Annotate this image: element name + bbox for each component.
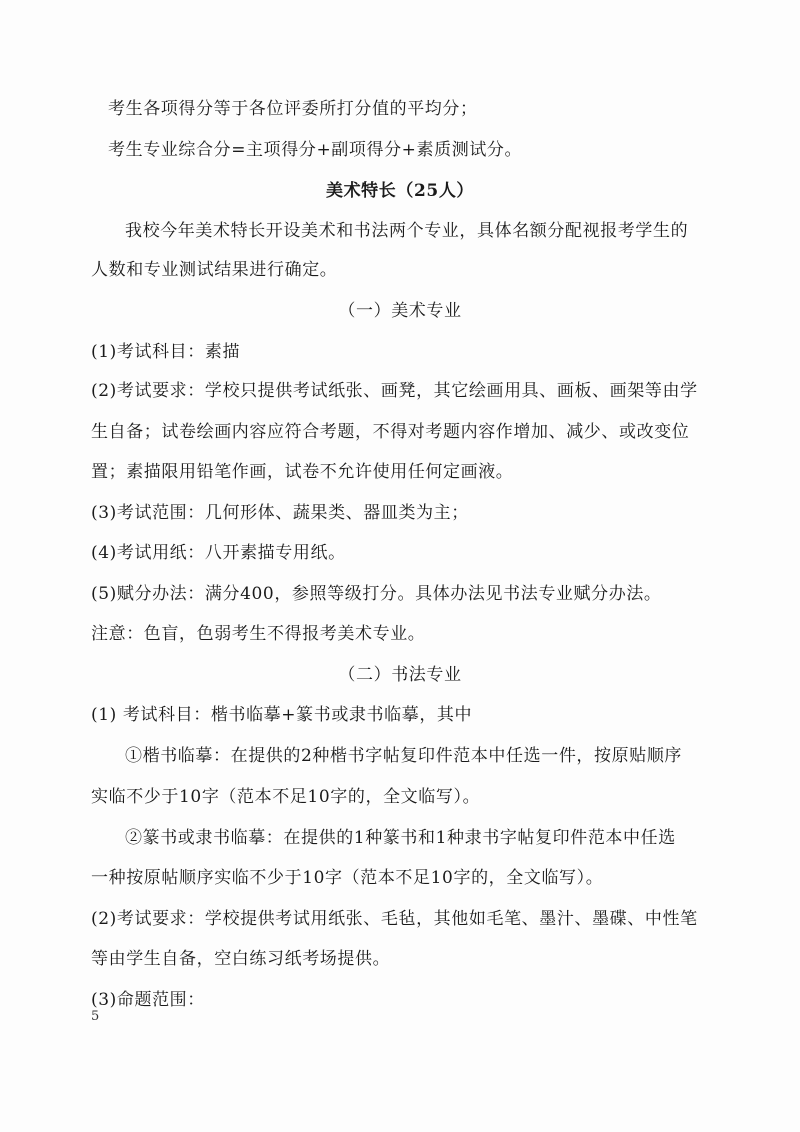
text-line: 考生各项得分等于各位评委所打分值的平均分； bbox=[108, 99, 478, 119]
text-line: (2)考试要求：学校提供考试用纸张、毛毡，其他如毛笔、墨汁、墨碟、中性笔 bbox=[91, 909, 698, 929]
text-line: 人数和专业测试结果进行确定。 bbox=[91, 260, 338, 280]
text-line: (2)考试要求：学校只提供考试纸张、画凳，其它绘画用具、画板、画架等由学 bbox=[91, 381, 698, 401]
text-line: (4)考试用纸：八开素描专用纸。 bbox=[91, 543, 346, 563]
text-line: 置；素描限用铅笔作画，试卷不允许使用任何定画液。 bbox=[91, 462, 514, 482]
text-line: ②篆书或隶书临摹：在提供的1种篆书和1种隶书字帖复印件范本中任选 bbox=[125, 828, 676, 848]
text-line: 一种按原帖顺序实临不少于10字（范本不足10字的，全文临写）。 bbox=[91, 868, 604, 888]
text-line: 等由学生自备，空白练习纸考场提供。 bbox=[91, 949, 391, 969]
text-line: 我校今年美术特长开设美术和书法两个专业，具体名额分配视报考学生的 bbox=[125, 221, 689, 241]
text-line: ①楷书临摹：在提供的2种楷书字帖复印件范本中任选一件，按原贴顺序 bbox=[125, 746, 683, 766]
text-line: (1) 考试科目：楷书临摹+篆书或隶书临摹，其中 bbox=[91, 705, 473, 725]
text-line: 生自备；试卷绘画内容应符合考题，不得对考题内容作增加、减少、或改变位 bbox=[91, 422, 690, 442]
text-line: 注意：色盲，色弱考生不得报考美术专业。 bbox=[91, 624, 426, 644]
text-line: (3)命题范围： bbox=[91, 990, 205, 1010]
text-line: (1)考试科目：素描 bbox=[91, 342, 241, 362]
page-number: 5 bbox=[91, 1009, 100, 1024]
section-heading: 美术特长（25人） bbox=[325, 181, 475, 201]
subsection-heading: （二）书法专业 bbox=[338, 665, 462, 685]
subsection-heading: （一）美术专业 bbox=[338, 301, 462, 321]
text-line: 实临不少于10字（范本不足10字的，全文临写）。 bbox=[91, 787, 481, 807]
text-line: (3)考试范围：几何形体、蔬果类、器皿类为主； bbox=[91, 503, 469, 523]
text-line: (5)赋分办法：满分400，参照等级打分。具体办法见书法专业赋分办法。 bbox=[91, 584, 662, 604]
text-line: 考生专业综合分=主项得分+副项得分+素质测试分。 bbox=[108, 140, 523, 160]
